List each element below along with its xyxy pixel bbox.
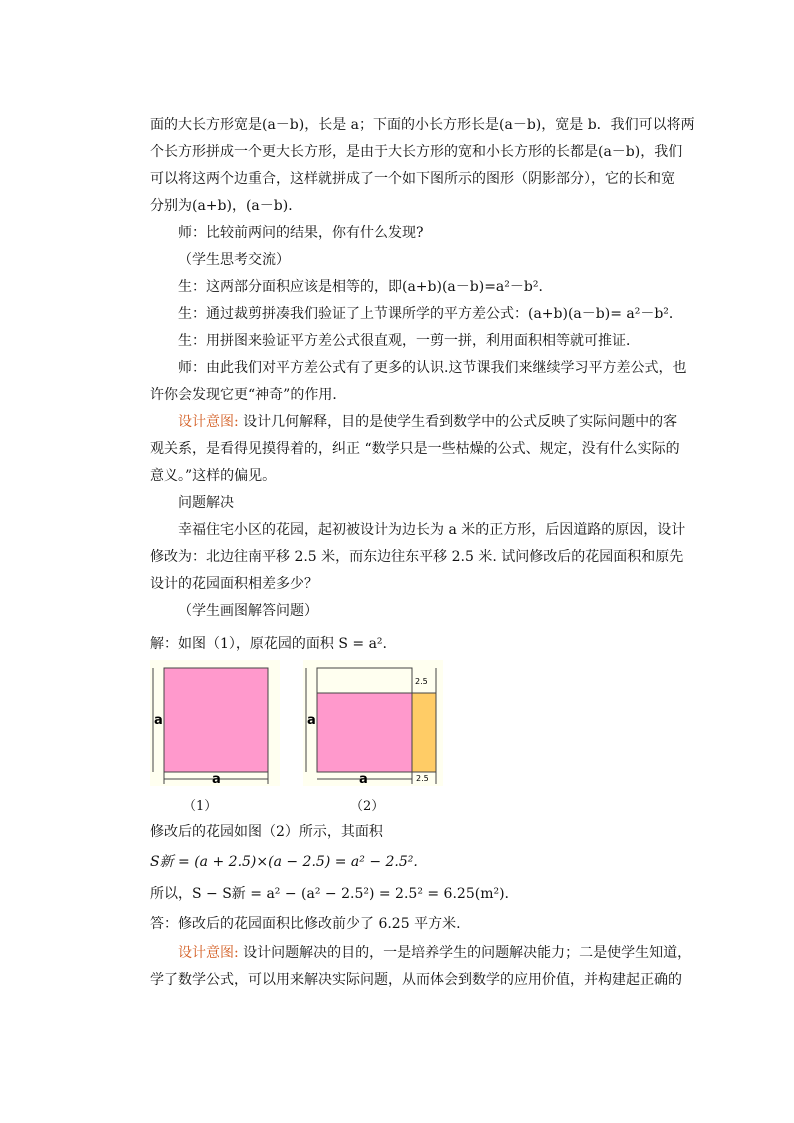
formula-new-area: S新 = (a + 2.5)×(a − 2.5) = a² − 2.5².: [150, 854, 418, 870]
side-label: a: [154, 713, 163, 728]
answer-line: 答：修改后的花园面积比修改前少了 6.25 平方米.: [150, 916, 461, 932]
student-activity-note: （学生画图解答问题）: [178, 603, 318, 619]
solution-line: 修改后的花园如图（2）所示，其面积: [150, 824, 383, 840]
design-intent-label: 设计意图:: [178, 945, 239, 961]
bottom-label: a: [212, 772, 221, 786]
dialogue-student: 生：通过裁剪拼凑我们验证了上节课所学的平方差公式：(a+b)(a－b)= a²－b²．: [178, 306, 683, 322]
paragraph-line: 面的大长方形宽是(a－b)，长是 a；下面的小长方形长是(a－b)，宽是 b．我们可以将两: [150, 117, 695, 133]
top-shift-label: 2.5: [415, 677, 428, 686]
paragraph-line: 观关系，是看得见摸得着的，纠正 “数学只是一些枯燥的公式、规定，没有什么实际的: [150, 441, 680, 457]
dialogue-teacher: 师：比较前两问的结果，你有什么发现?: [178, 225, 424, 241]
paragraph-line: 许你会发现它更“神奇”的作用．: [150, 387, 347, 403]
paragraph-line: 分别为(a+b)，(a－b)．: [150, 198, 303, 214]
paragraph-line: 学了数学公式，可以用来解决实际问题，从而体会到数学的应用价值，并构建起正确的: [150, 972, 682, 988]
formula-difference: 所以，S − S新 = a² − (a² − 2.5²) = 2.5² = 6.25(m²).: [150, 886, 509, 902]
original-garden-square: [164, 668, 268, 772]
figure-1-original-square: [150, 660, 280, 786]
problem-text: 修改为：北边往南平移 2.5 米，而东边往东平移 2.5 米. 试问修改后的花园面积和原先: [150, 549, 684, 565]
added-orange-strip: [412, 693, 436, 772]
student-activity-note: （学生思考交流）: [178, 252, 290, 268]
design-intent-label: 设计意图:: [178, 414, 239, 430]
paragraph-line: 个长方形拼成一个更大长方形，是由于大长方形的宽和小长方形的长都是(a－b)，我们: [150, 144, 683, 160]
paragraph-line: 意义。”这样的偏见。: [150, 468, 277, 484]
bottom-label: a: [359, 772, 368, 786]
dialogue-teacher: 师：由此我们对平方差公式有了更多的认识.这节课我们来继续学习平方差公式，也: [178, 360, 687, 376]
section-heading: 问题解决: [178, 495, 234, 511]
side-label: a: [307, 713, 316, 728]
design-intent-line: [178, 943, 692, 963]
remaining-pink-area: [317, 693, 412, 772]
design-intent-text: 设计问题解决的目的，一是培养学生的问题解决能力；二是使学生知道，: [238, 945, 692, 961]
design-intent-line: [178, 412, 684, 432]
problem-text: 幸福住宅小区的花园，起初被设计为边长为 a 米的正方形，后因道路的原因，设计: [178, 522, 686, 538]
figure-1-caption: （1）: [183, 799, 218, 814]
design-intent-text: 设计几何解释，目的是使学生看到数学中的公式反映了实际问题中的客: [238, 414, 678, 430]
paragraph-line: 可以将这两个边重合，这样就拼成了一个如下图所示的图形（阴影部分），它的长和宽: [150, 171, 675, 187]
solution-line: 解：如图（1），原花园的面积 S = a².: [150, 636, 387, 652]
right-shift-label: 2.5: [416, 774, 429, 783]
dialogue-student: 生：用拼图来验证平方差公式很直观，一剪一拼，利用面积相等就可推证．: [178, 333, 640, 349]
dialogue-student: 生：这两部分面积应该是相等的，即(a+b)(a－b)=a²－b²．: [178, 279, 553, 295]
problem-text: 设计的花园面积相差多少？: [150, 576, 318, 592]
figure-2-caption: （2）: [350, 799, 385, 814]
figure-2-modified-garden: [303, 660, 443, 786]
